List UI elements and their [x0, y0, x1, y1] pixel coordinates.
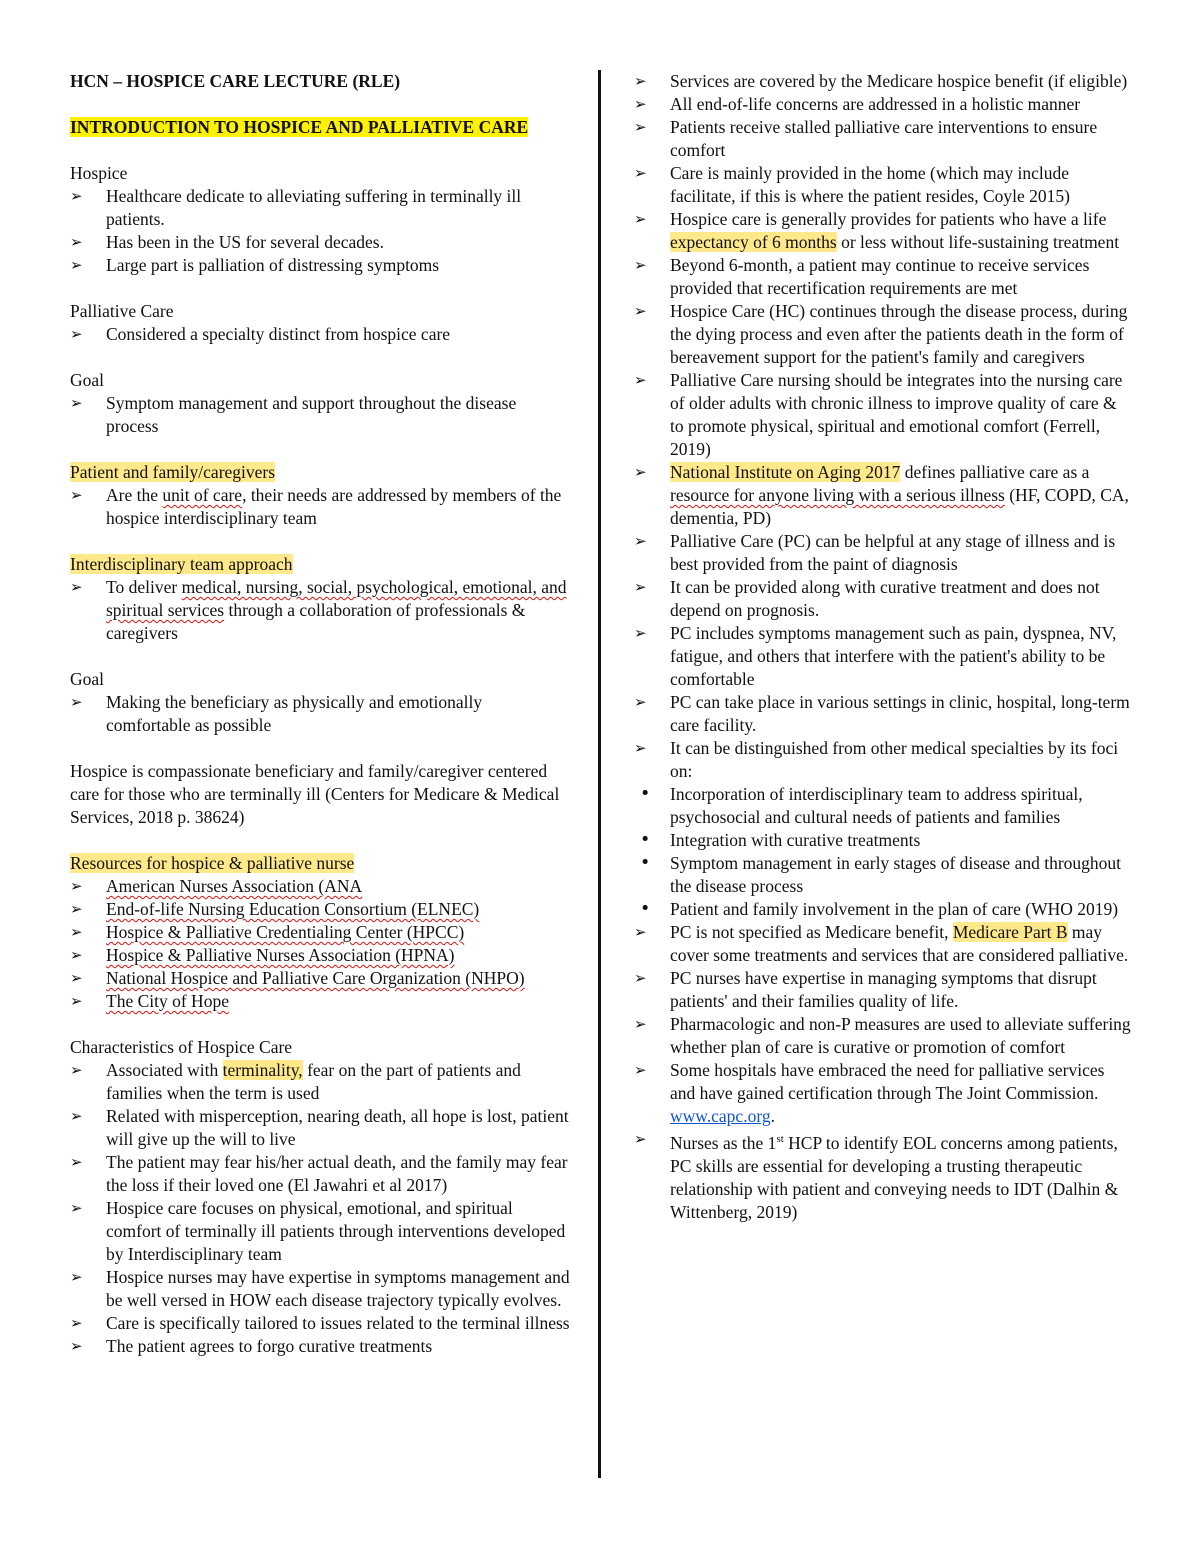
highlighted-text: Medicare Part B	[952, 922, 1068, 942]
text: Are the	[106, 485, 163, 505]
underlined-text: The City of Hope	[106, 991, 229, 1011]
list-item: ➢ Hospice Care (HC) continues through the disease process, during the dying process and even after the patients death in the form of bereavement support for the patient's family and caregivers	[634, 300, 1134, 369]
list-item: ➢ All end-of-life concerns are addressed in a holistic manner	[634, 93, 1134, 116]
intro-heading-text: INTRODUCTION TO HOSPICE AND PALLIATIVE CARE	[70, 117, 529, 137]
list-item: ➢ PC can take place in various settings in clinic, hospital, long-term care facility.	[634, 691, 1134, 737]
text: To deliver	[106, 577, 182, 597]
text: fear on the part of patients and families when the term is used	[106, 1060, 521, 1103]
list-item: ➢ Services are covered by the Medicare hospice benefit (if eligible)	[634, 70, 1134, 93]
underlined-text: Hospice & Palliative Credentialing Center (HPCC)	[106, 922, 465, 942]
highlighted-text: expectancy of 6 months	[670, 232, 837, 252]
list-item: ➢ Hospice nurses may have expertise in symptoms management and be well versed in HOW each disease trajectory typically evolves.	[70, 1266, 570, 1312]
list-item	[634, 921, 1134, 967]
list-item	[70, 875, 570, 898]
list-item: ➢ Healthcare dedicate to alleviating suffering in terminally ill patients.	[70, 185, 570, 231]
text: (HF, COPD, CA, dementia, PD)	[670, 485, 1129, 528]
list-item: ➢ The patient may fear his/her actual death, and the family may fear the loss if their loved one (El Jawahri et al 2017)	[70, 1151, 570, 1197]
list-item: ➢ The patient agrees to forgo curative treatments	[70, 1335, 570, 1358]
list-item	[70, 576, 570, 645]
list-item: • Patient and family involvement in the plan of care (WHO 2019)	[634, 898, 1134, 921]
goal-list	[70, 392, 570, 438]
list-item	[634, 1059, 1134, 1128]
list-item: ➢ Beyond 6-month, a patient may continue to receive services provided that recertification requirements are met	[634, 254, 1134, 300]
list-item	[70, 967, 570, 990]
list-item	[634, 1128, 1134, 1224]
superscript: st	[776, 1133, 784, 1145]
list-item: ➢ Palliative Care (PC) can be helpful at any stage of illness and is best provided from the paint of diagnosis	[634, 530, 1134, 576]
text: or less without life-sustaining treatment	[836, 232, 1120, 252]
list-item	[70, 921, 570, 944]
idt-heading-text: Interdisciplinary team approach	[70, 554, 293, 574]
patient-family-heading	[70, 461, 570, 484]
list-item	[70, 484, 570, 530]
list-item	[70, 898, 570, 921]
underlined-text: Hospice & Palliative Nurses Association (HPNA)	[106, 945, 455, 965]
text: Nurses as the 1	[670, 1132, 777, 1153]
list-item	[70, 990, 570, 1013]
document-title: HCN – HOSPICE CARE LECTURE (RLE)	[70, 71, 401, 91]
text: .	[770, 1106, 775, 1126]
compassionate-paragraph: Hospice is compassionate beneficiary and family/caregiver centered care for those who are terminally ill (Centers for Medicare & Medical Services, 2018 p. 38624)	[70, 761, 560, 827]
left-column	[70, 70, 570, 1358]
list-item: ➢ Palliative Care nursing should be integrates into the nursing care of older adults with chronic illness to improve quality of care & to promote physical, spiritual and emotional comfort (Ferrell, 2019)	[634, 369, 1134, 461]
list-item: ➢ Making the beneficiary as physically and emotionally comfortable as possible	[70, 691, 570, 737]
list-item	[634, 461, 1134, 530]
list-item: ➢ Considered a specialty distinct from hospice care	[70, 323, 570, 346]
resources-heading	[70, 852, 570, 875]
underlined-text: medical, nursing, social, psychological, emotional, and spiritual services	[106, 577, 567, 620]
capc-link[interactable]: www.capc.org	[670, 1106, 771, 1126]
underlined-text: National Hospice and Palliative Care Organization (NHPO)	[106, 968, 525, 988]
list-item: • Integration with curative treatments	[634, 829, 1134, 852]
list-item: ➢ Care is specifically tailored to issues related to the terminal illness	[70, 1312, 570, 1335]
list-item	[70, 1059, 570, 1105]
list-item: ➢ Patients receive stalled palliative care interventions to ensure comfort	[634, 116, 1134, 162]
list-item	[70, 944, 570, 967]
patient-family-heading-text: Patient and family/caregivers	[70, 462, 276, 482]
palliative-heading: Palliative Care	[70, 301, 174, 321]
resources-heading-text: Resources for hospice & palliative nurse	[70, 853, 355, 873]
hospice-list	[70, 185, 570, 277]
text: Associated with	[106, 1060, 223, 1080]
text: through a collaboration of professionals & caregivers	[106, 600, 526, 643]
list-item: ➢ Hospice care focuses on physical, emotional, and spiritual comfort of terminally ill patients through interventions developed by Interdisciplinary team	[70, 1197, 570, 1266]
right-list-2	[634, 921, 1134, 1224]
text: Hospice care is generally provides for patients who have a life	[670, 209, 1107, 229]
list-item: ➢ PC nurses have expertise in managing symptoms that disrupt patients' and their families quality of life.	[634, 967, 1134, 1013]
resources-list	[70, 875, 570, 1013]
list-item: ➢ It can be provided along with curative treatment and does not depend on prognosis.	[634, 576, 1134, 622]
text: Some hospitals have embraced the need for palliative services and have gained certification through The Joint Commission.	[670, 1060, 1105, 1103]
patient-family-list	[70, 484, 570, 530]
intro-heading	[70, 116, 570, 139]
text: defines palliative care as a	[900, 462, 1090, 482]
list-item: ➢ It can be distinguished from other medical specialties by its foci on:	[634, 737, 1134, 783]
list-item: ➢ Care is mainly provided in the home (which may include facilitate, if this is where the patient resides, Coyle 2015)	[634, 162, 1134, 208]
list-item: ➢ Symptom management and support throughout the disease process	[70, 392, 570, 438]
goal-heading-2: Goal	[70, 669, 105, 689]
column-divider	[598, 70, 601, 1478]
text: , their needs are addressed by members of the hospice interdisciplinary team	[106, 485, 562, 528]
text: may cover some treatments and services that are considered palliative.	[670, 922, 1129, 965]
text: PC is not specified as Medicare benefit,	[670, 922, 953, 942]
foci-list	[634, 783, 1134, 921]
right-column	[634, 70, 1134, 1224]
idt-list	[70, 576, 570, 645]
list-item: ➢ Has been in the US for several decades.	[70, 231, 570, 254]
underlined-text: End-of-life Nursing Education Consortium (ELNEC)	[106, 899, 480, 919]
goal-list-2	[70, 691, 570, 737]
goal-heading: Goal	[70, 370, 105, 390]
list-item: ➢ Related with misperception, nearing death, all hope is lost, patient will give up the will to live	[70, 1105, 570, 1151]
palliative-list	[70, 323, 570, 346]
characteristics-heading: Characteristics of Hospice Care	[70, 1037, 293, 1057]
underlined-text: American Nurses Association (ANA	[106, 876, 363, 896]
list-item: ➢ Pharmacologic and non-P measures are used to alleviate suffering whether plan of care is curative or promotion of comfort	[634, 1013, 1134, 1059]
list-item: ➢ PC includes symptoms management such as pain, dyspnea, NV, fatigue, and others that interfere with the patient's ability to be comfortable	[634, 622, 1134, 691]
idt-heading	[70, 553, 570, 576]
right-list	[634, 70, 1134, 783]
list-item	[634, 208, 1134, 254]
list-item: • Symptom management in early stages of disease and throughout the disease process	[634, 852, 1134, 898]
highlighted-text: terminality,	[222, 1060, 303, 1080]
characteristics-list	[70, 1059, 570, 1358]
list-item: ➢ Large part is palliation of distressing symptoms	[70, 254, 570, 277]
underlined-text: resource for anyone living with a serious illness	[670, 485, 1005, 505]
underlined-text: unit of care	[162, 485, 243, 505]
list-item: • Incorporation of interdisciplinary team to address spiritual, psychosocial and cultural needs of patients and families	[634, 783, 1134, 829]
highlighted-text: National Institute on Aging 2017	[670, 462, 901, 482]
text: HCP to identify EOL concerns among patients, PC skills are essential for developing a trusting therapeutic relationship with patient and conveying needs to IDT (Dalhin & Wittenberg, 2019)	[670, 1132, 1119, 1222]
hospice-heading: Hospice	[70, 163, 128, 183]
